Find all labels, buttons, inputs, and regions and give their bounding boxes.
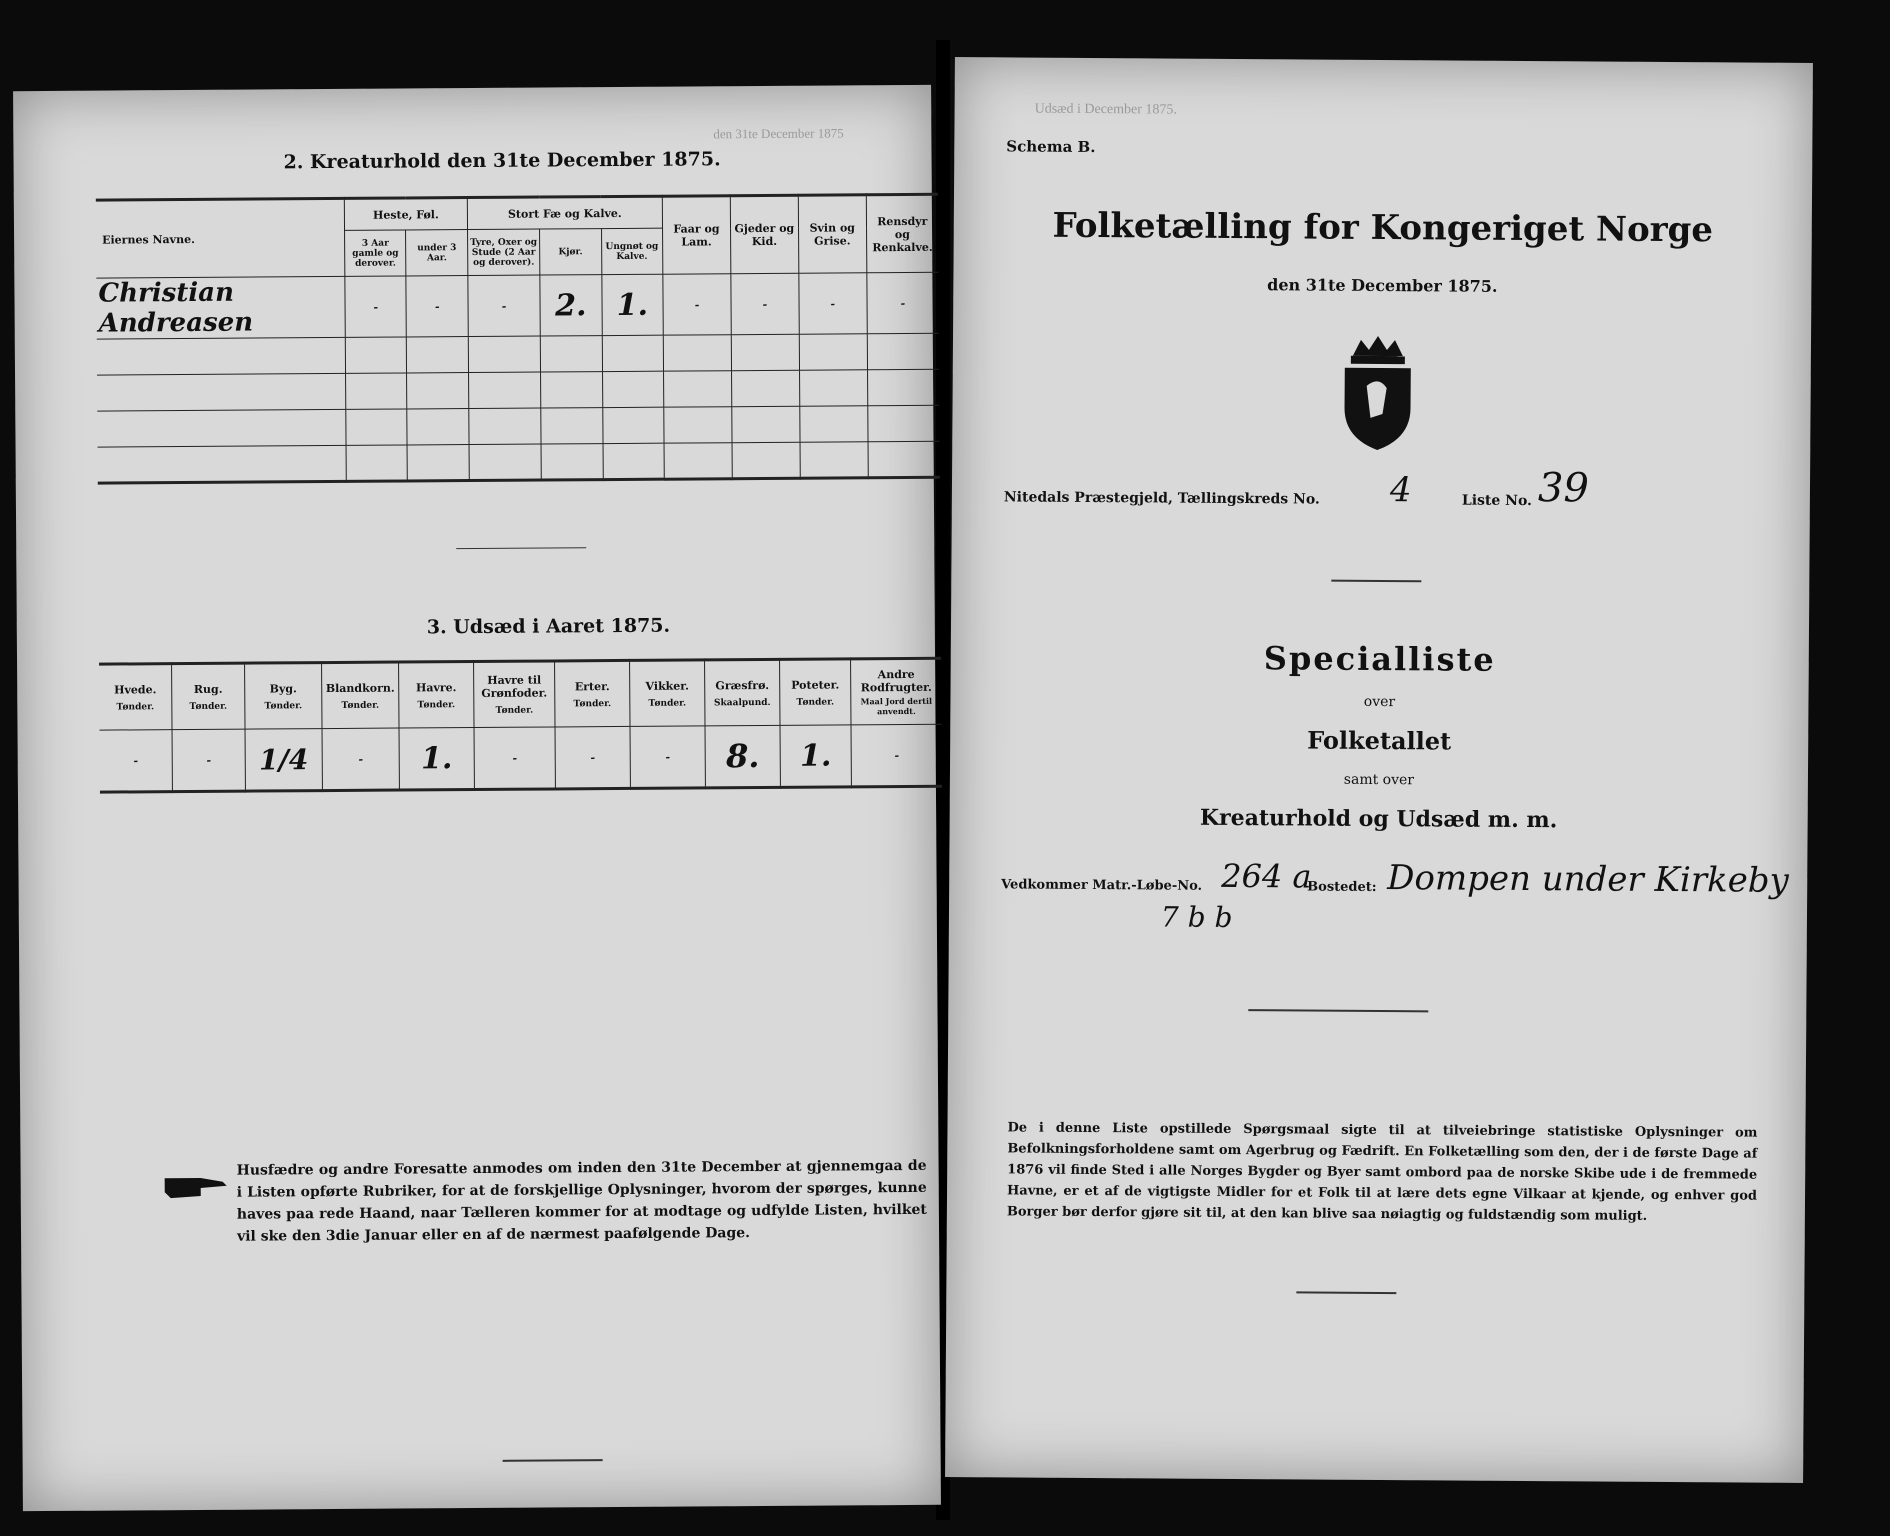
crop-header xyxy=(399,662,474,729)
owner-name: Christian Andreasen xyxy=(96,276,345,339)
crop-name: Havre til Grønfoder. xyxy=(481,673,548,700)
livestock-cell: 2. xyxy=(540,275,602,336)
crop-value: 1. xyxy=(399,728,474,791)
crop-header xyxy=(630,660,705,727)
crop-value: - xyxy=(555,726,630,789)
livestock-cell: 1. xyxy=(601,274,663,335)
bleed-through-text: Udsæd i December 1875. xyxy=(1034,101,1177,118)
crop-unit: Tønder. xyxy=(189,701,228,712)
matr-value: 264 a xyxy=(1221,856,1312,896)
notice-text: Husfædre og andre Foresatte anmodes om inden den 31te December at gjennemgaa de i Listen opførte Rubriker, for at de forskjellige Oplysninger, hvorom der spørges, kunne haves paa rede Haand, naar Tælleren kommer for at modtage og udfylde Listen, hvilket vil ske den 3die Januar eller en af de nærmest paafølgende Dage. xyxy=(236,1157,927,1245)
tellingskreds-number: 4 xyxy=(1389,470,1412,511)
gjeder-header: Gjeder og Kid. xyxy=(730,195,798,273)
parish-label: Nitedals Præstegjeld, Tællingskreds No. xyxy=(1003,489,1320,508)
livestock-table xyxy=(96,193,940,485)
crop-value: - xyxy=(172,729,245,792)
crop-unit: Tønder. xyxy=(648,698,687,709)
crop-header xyxy=(99,664,172,731)
crop-header xyxy=(172,663,245,730)
svin-header: Svin og Grise. xyxy=(798,195,866,273)
divider xyxy=(1248,1009,1428,1012)
section3-title: 3. Udsæd i Aaret 1875. xyxy=(426,614,671,639)
crop-name: Erter. xyxy=(574,679,610,693)
liste-label: Liste No. xyxy=(1461,492,1532,510)
crop-header xyxy=(780,659,851,725)
crop-table xyxy=(99,657,942,794)
bleed-through-text: den 31te December 1875 xyxy=(713,125,844,142)
fae-a-header: Tyre, Oxer og Stude (2 Aar og derover). xyxy=(467,229,540,276)
crop-unit: Tønder. xyxy=(116,701,155,713)
crop-header xyxy=(245,663,322,730)
stort-fae-header: Stort Fæ og Kalve. xyxy=(467,196,662,229)
section2-title: 2. Kreaturhold den 31te December 1875. xyxy=(283,148,721,174)
date-line: den 31te December 1875. xyxy=(1267,275,1498,296)
divider xyxy=(1296,1291,1396,1294)
crop-unit: Tønder. xyxy=(573,698,612,709)
crop-values-row xyxy=(100,724,942,792)
crop-name: Poteter. xyxy=(791,677,840,692)
right-page xyxy=(945,57,1813,1483)
crop-name: Andre Rodfrugter. xyxy=(860,667,932,695)
matr-value-second-line: 7 b b xyxy=(1160,900,1233,934)
crop-unit: Tønder. xyxy=(417,699,456,710)
crop-name: Byg. xyxy=(269,681,297,695)
crop-unit: Tønder. xyxy=(264,700,303,711)
faar-header: Faar og Lam. xyxy=(662,196,730,274)
livestock-cell: - xyxy=(468,275,541,337)
crop-unit: Tønder. xyxy=(495,705,534,716)
crop-value: 1. xyxy=(780,725,851,787)
over-text: over xyxy=(1363,693,1396,711)
empty-row xyxy=(97,369,939,411)
crop-name: Blandkorn. xyxy=(325,681,395,695)
crop-unit: Skaalpund. xyxy=(713,697,771,708)
divider xyxy=(503,1459,603,1462)
crop-value: - xyxy=(474,727,555,790)
livestock-cell: - xyxy=(406,276,468,337)
empty-row xyxy=(98,441,940,483)
crop-value: - xyxy=(100,730,173,793)
fae-c-header: Ungnøt og Kalve. xyxy=(601,228,663,274)
main-title: Folketælling for Kongeriget Norge xyxy=(1052,205,1714,251)
heste-a-header: 3 Aar gamle og derover. xyxy=(345,230,407,276)
matr-label: Vedkommer Matr.-Løbe-No. xyxy=(1001,877,1203,894)
intro-paragraph: De i denne Liste opstillede Spørgsmaal sigte til at tilveiebringe statistiske Oplysninger om Befolkningsforholdene samt om Agerbrug og Fædrift. En Folketælling som den, der i de første Dage af 1876 vil finde Sted i alle Norges Bygder og Byer samt ombord paa de norske Skibe ude i de fremmede Havne, er et af de vigtigste Midler for et Folk til at lære dets egne Vilkaar at kjende, og enhver god Borger bør derfor gjøre sit til, at den kan blive saa nøiagtig og fuldstændig som muligt. xyxy=(1006,1120,1758,1224)
bostedet-label: Bostedet: xyxy=(1307,879,1377,895)
left-page xyxy=(13,85,941,1511)
heste-b-header: under 3 Aar. xyxy=(406,230,468,276)
livestock-cell: - xyxy=(663,274,731,335)
livestock-cell: - xyxy=(867,272,939,333)
heste-header: Heste, Føl. xyxy=(344,198,467,231)
divider xyxy=(456,547,586,549)
folketallet-title: Folketallet xyxy=(1307,725,1452,756)
crop-header xyxy=(705,659,780,726)
crop-value: - xyxy=(851,724,942,787)
crop-value: 8. xyxy=(705,725,780,788)
crop-header xyxy=(474,661,555,728)
crop-name: Havre. xyxy=(415,680,457,694)
divider xyxy=(1331,580,1421,583)
empty-row xyxy=(97,333,939,375)
crop-name: Hvede. xyxy=(114,682,157,697)
crop-unit: Maal Jord dertil anvendt. xyxy=(860,695,933,717)
crop-value: - xyxy=(630,726,705,789)
kreaturhold-title: Kreaturhold og Udsæd m. m. xyxy=(1199,804,1558,834)
crop-unit: Tønder. xyxy=(796,697,835,708)
crop-name: Vikker. xyxy=(645,679,689,693)
empty-row xyxy=(97,405,939,447)
crop-header xyxy=(851,658,942,725)
crop-name: Græsfrø. xyxy=(715,678,770,692)
samt-over-text: samt over xyxy=(1343,771,1415,789)
livestock-cell: - xyxy=(799,273,867,334)
fae-b-header: Kjør. xyxy=(540,229,602,275)
livestock-row xyxy=(96,272,938,339)
pointing-hand-icon xyxy=(161,1168,231,1202)
livestock-cell: - xyxy=(345,276,407,337)
liste-number: 39 xyxy=(1537,465,1590,512)
crop-value: - xyxy=(322,728,399,791)
crop-header xyxy=(555,660,630,727)
schema-label: Schema B. xyxy=(1006,137,1096,157)
specialliste-title: Specialliste xyxy=(1263,639,1496,679)
livestock-cell: - xyxy=(731,273,799,334)
crop-value: 1/4 xyxy=(245,729,322,792)
crop-unit: Tønder. xyxy=(341,700,380,711)
bostedet-value: Dompen under Kirkeby xyxy=(1387,858,1789,901)
coat-of-arms-icon xyxy=(1332,334,1423,455)
rensdyr-header: Rensdyr og Renkalve. xyxy=(866,194,938,272)
crop-name: Rug. xyxy=(193,682,223,696)
owner-header: Eiernes Navne. xyxy=(96,198,345,278)
crop-header xyxy=(322,662,399,729)
